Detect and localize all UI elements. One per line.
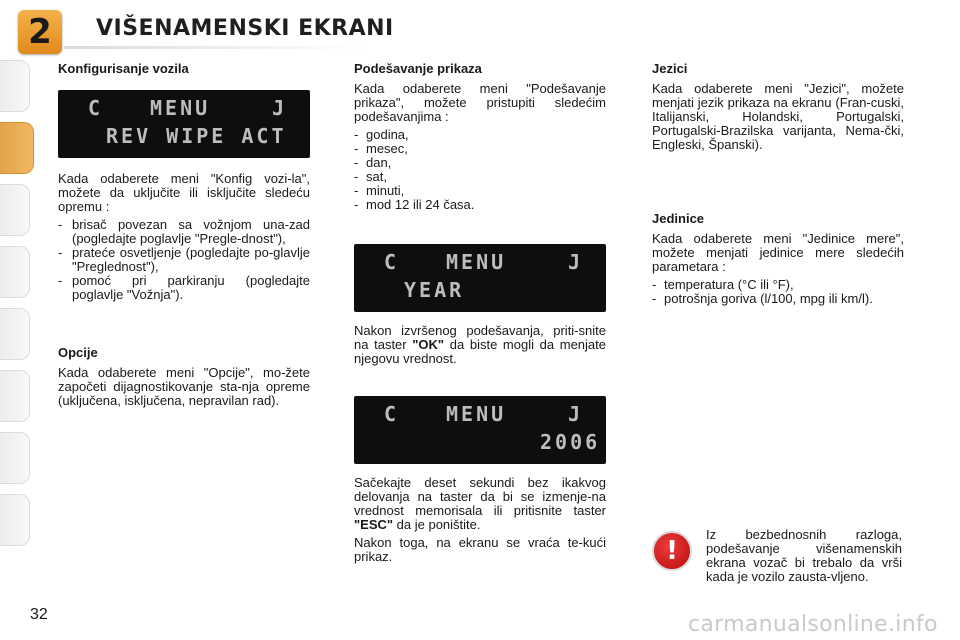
chapter-tab[interactable] xyxy=(0,432,30,484)
section-heading-display-settings: Podešavanje prikaza xyxy=(354,61,482,76)
list-item: - temperatura (°C ili °F), xyxy=(652,278,904,292)
list-item: - mod 12 ili 24 časa. xyxy=(354,198,606,212)
exclamation-icon: ! xyxy=(652,531,692,571)
list-item: - prateće osvetljenje (pogledajte po-glavlje "Preglednost"), xyxy=(58,246,310,274)
chapter-tab[interactable] xyxy=(0,246,30,298)
chapter-tab[interactable] xyxy=(0,60,30,112)
paragraph: Kada odaberete meni "Jedinice mere", možete menjati jedinice mere sledećih parametara : xyxy=(652,231,904,274)
lcd-display-year xyxy=(354,244,606,312)
list-item: - godina, xyxy=(354,128,606,142)
list-item: - brisač povezan sa vožnjom una-zad (pogledajte poglavlje "Pregle-dnost"), xyxy=(58,218,310,246)
page-number: 32 xyxy=(30,606,48,623)
column-ok-instructions xyxy=(354,324,606,370)
chapter-tab-active[interactable] xyxy=(0,122,34,174)
lcd-value-text: REV WIPE ACT xyxy=(106,124,287,148)
lcd-menu-text: MENU xyxy=(446,402,507,426)
page-title: VIŠENAMENSKI EKRANI xyxy=(96,16,394,41)
text: Sačekajte deset sekundi bez ikakvog delovanja na taster da bi se izmenje-na vrednost memorisala ili pritisnite taster xyxy=(354,475,606,518)
chapter-tab[interactable] xyxy=(0,184,30,236)
paragraph xyxy=(354,476,606,532)
lcd-value-text: YEAR xyxy=(404,278,465,302)
section-heading-vehicle-config: Konfigurisanje vozila xyxy=(58,61,189,76)
lcd-value-text: 2006 xyxy=(540,430,601,454)
lcd-display-vehicle-config xyxy=(58,90,310,158)
text: da je poništite. xyxy=(393,517,481,532)
paragraph xyxy=(354,324,606,366)
paragraph: Nakon toga, na ekranu se vraća te-kući prikaz. xyxy=(354,535,606,564)
list-item: - sat, xyxy=(354,170,606,184)
lcd-left-bracket: C xyxy=(384,250,400,274)
list-item: - minuti, xyxy=(354,184,606,198)
chapter-tab[interactable] xyxy=(0,370,30,422)
settings-list xyxy=(354,128,606,212)
list-item: - potrošnja goriva (l/100, mpg ili km/l). xyxy=(652,292,904,306)
lcd-menu-text: MENU xyxy=(150,96,211,120)
lcd-right-bracket: J xyxy=(272,96,288,120)
list-item: - pomoć pri parkiranju (pogledajte poglavlje "Vožnja"). xyxy=(58,274,310,302)
section-heading-options: Opcije xyxy=(58,345,98,360)
header-divider xyxy=(64,46,364,49)
chapter-badge: 2 xyxy=(18,10,62,54)
list-item: - mesec, xyxy=(354,142,606,156)
paragraph: Kada odaberete meni "Opcije", mo-žete započeti dijagnostikovanje sta-nja opreme (uključena, isključena, nepravilan rad). xyxy=(58,365,310,408)
column-esc-instructions xyxy=(354,476,606,568)
esc-key-label: "ESC" xyxy=(354,517,394,532)
text: da biste mogli da menjate njegovu vrednost. xyxy=(354,337,606,366)
column-units xyxy=(652,212,904,306)
chapter-tab[interactable] xyxy=(0,308,30,360)
paragraph: Kada odaberete meni "Jezici", možete menjati jezik prikaza na ekranu (Fran-cuski, Italijanski, Holandski, Portugalski, Portugalski-Brazilska varijanta, Nema-čki, Engleski, Španski). xyxy=(652,81,904,152)
chapter-tabs xyxy=(0,60,34,580)
paragraph: Kada odaberete meni "Podešavanje prikaza", možete pristupiti sledećim podešavanjima : xyxy=(354,81,606,124)
list-item: - dan, xyxy=(354,156,606,170)
lcd-left-bracket: C xyxy=(88,96,104,120)
lcd-menu-text: MENU xyxy=(446,250,507,274)
paragraph: Kada odaberete meni "Konfig vozi-la", možete da uključite ili isključite sledeću opremu : xyxy=(58,171,310,214)
header xyxy=(0,0,960,54)
column-vehicle-config-body xyxy=(58,172,310,302)
column-display-settings xyxy=(354,62,606,212)
lcd-right-bracket: J xyxy=(568,250,584,274)
section-heading-units: Jedinice xyxy=(652,211,705,226)
column-options xyxy=(58,346,310,412)
column-vehicle-config xyxy=(58,62,310,82)
watermark: carmanualsonline.info xyxy=(688,612,938,637)
text: Nakon izvršenog podešavanja, priti-snite na taster xyxy=(354,323,606,352)
equipment-list xyxy=(58,218,310,302)
lcd-right-bracket: J xyxy=(568,402,584,426)
lcd-display-year-value xyxy=(354,396,606,464)
safety-warning: Iz bezbednosnih razloga, podešavanje višenamenskih ekrana vozač bi trebalo da vrši kada je vozilo zausta-vljeno. xyxy=(706,527,902,584)
column-languages xyxy=(652,62,904,156)
lcd-left-bracket: C xyxy=(384,402,400,426)
units-list xyxy=(652,278,904,306)
ok-key-label: "OK" xyxy=(412,337,445,352)
chapter-tab[interactable] xyxy=(0,494,30,546)
section-heading-languages: Jezici xyxy=(652,61,688,76)
